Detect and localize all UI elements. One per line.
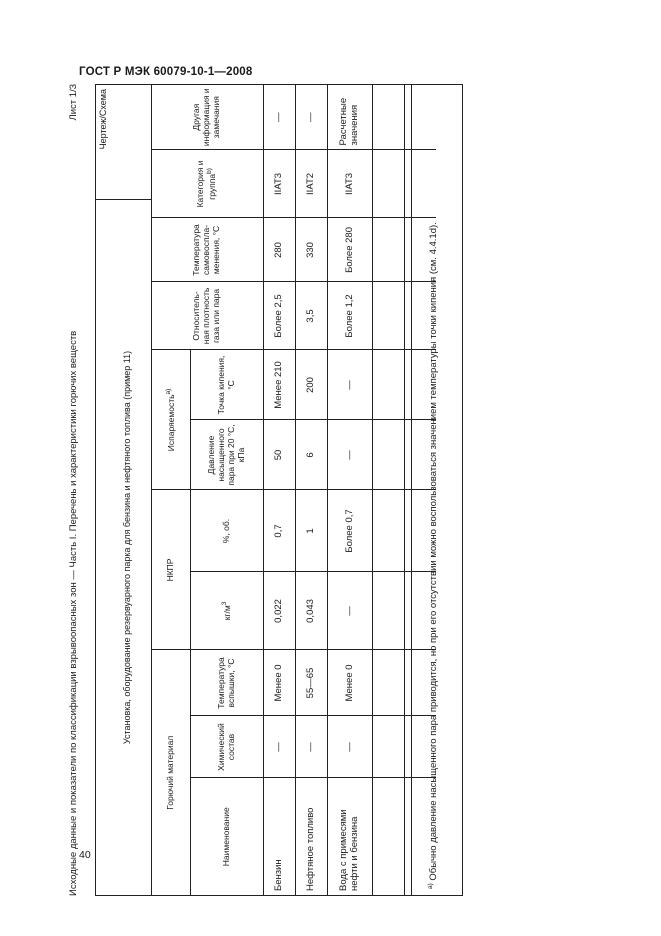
footnote-marker: а) — [427, 883, 434, 889]
col-flash: Температура вспышки, °С — [191, 650, 264, 716]
header-row-1 — [151, 85, 191, 895]
col-ignition: Температура самовоспла-менения, °С — [151, 218, 264, 282]
group-volatility: Испаряемость$^{а)}$ — [151, 350, 191, 490]
col-category: Категория и группа$^{b)}$ — [151, 150, 264, 218]
page-number: 40 — [79, 849, 91, 861]
col-density: Относитель-ная плотность газа или пара — [151, 282, 264, 350]
group-material: Горючий материал — [151, 650, 191, 895]
rotated-sheet — [67, 84, 467, 896]
col-boil: Точка кипения, °С — [191, 350, 264, 420]
table-row: Вода с примесями нефти и бензина — Менее 0 — Более 0,7 — — Более 1,2 Более 280 IIAT3 Расчетные значения — [328, 85, 373, 895]
substances-table — [151, 85, 436, 895]
col-chem: Химический состав — [191, 716, 264, 778]
drawing-label: Чертеж/Схема — [98, 89, 108, 150]
group-lfl: НКПР — [151, 490, 191, 650]
table-caption — [67, 84, 83, 896]
footnote-text: Обычно давление насыщенного пара приводится, но при его отсутствии можно воспользоваться значением температуры точки кипения (см. 4.4.1d). — [428, 222, 440, 884]
table-row: Нефтяное топливо — 55—65 0,043 1 6 200 3,5 330 IIAT2 — — [296, 85, 328, 895]
table-row: Бензин — Менее 0 0,022 0,7 50 Менее 210 Более 2,5 280 IIAT3 — — [264, 85, 296, 895]
unit-description: Установка, оборудование резервуарного парка для бензина и нефтяного топлива (пример 11) — [122, 350, 132, 745]
footnote — [411, 85, 463, 895]
col-lfl-kg: $кг/м^3$ — [191, 572, 264, 650]
col-vapour: Давление насыщенного пара при 20 °С, кПа — [191, 420, 264, 490]
document-title: ГОСТ Р МЭК 60079-10-1—2008 — [79, 66, 253, 78]
sheet-label: Лист 1/3 — [68, 84, 79, 121]
col-lfl-pct: %, об. — [191, 490, 264, 572]
col-other: Другая информация и замечания — [151, 85, 264, 150]
table-frame — [95, 84, 463, 896]
table-row-empty — [373, 85, 405, 895]
caption-text: Исходные данные и показатели по классификации взрывоопасных зон — Часть I. Перечень и характеристики горючих веществ — [68, 330, 79, 896]
unit-row — [96, 85, 152, 895]
col-name: Наименование — [191, 778, 264, 895]
